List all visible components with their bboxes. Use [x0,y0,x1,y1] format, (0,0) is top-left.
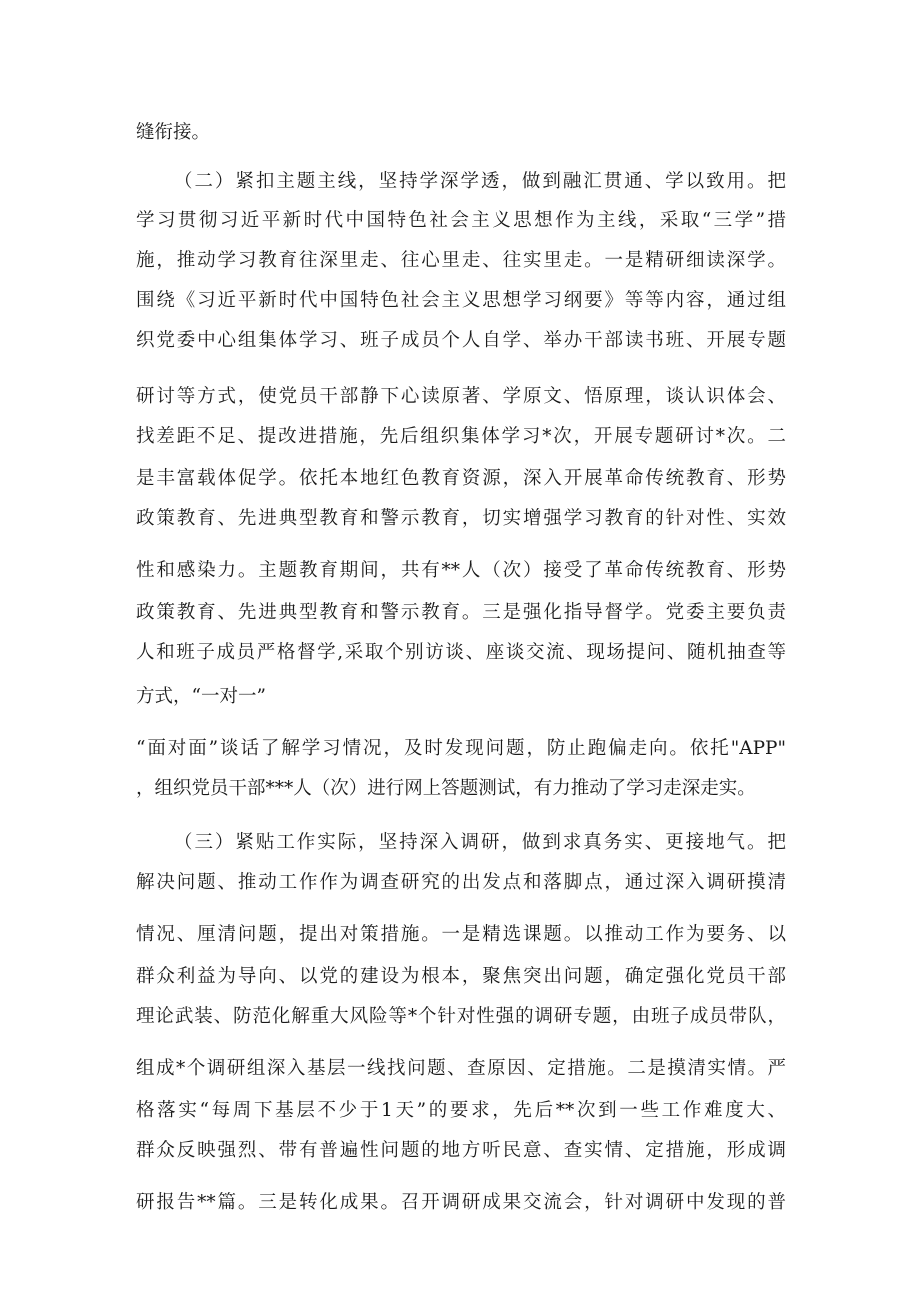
paragraph-line: 研报告**篇。三是转化成果。召开调研成果交流会，针对调研中发现的普 [136,1192,786,1213]
paragraph-line: （二）紧扣主题主线，坚持学深学透，做到融汇贯通、学以致用。把 [174,171,786,192]
paragraph-line: 是丰富载体促学。依托本地红色教育资源，深入开展革命传统教育、形势 [136,468,786,489]
paragraph-line: 学习贯彻习近平新时代中国特色社会主义思想作为主线，采取“三学”措 [136,210,786,231]
paragraph-line: 施，推动学习教育往深里走、往心里走、往实里走。一是精研细读深学。 [136,250,786,271]
paragraph-line: 政策教育、先进典型教育和警示教育，切实增强学习教育的针对性、实效 [136,508,786,529]
paragraph-line: 解决问题、推动工作作为调查研究的出发点和落脚点，通过深入调研摸清 [136,872,786,893]
paragraph-line: “面对面”谈话了解学习情况，及时发现问题，防止跑偏走向。依托"APP" [136,738,786,759]
paragraph-line: 情况、厘清问题，提出对策措施。一是精选课题。以推动工作为要务、以 [136,924,786,945]
paragraph-line: 研讨等方式，使党员干部静下心读原著、学原文、悟原理，谈认识体会、 [136,386,786,407]
paragraph-line: 找差距不足、提改进措施，先后组织集体学习*次，开展专题研讨*次。二 [136,426,786,447]
paragraph-line: 格落实“每周下基层不少于1天”的要求，先后**次到一些工作难度大、 [136,1100,786,1121]
paragraph-line: ，组织党员干部***人（次）进行网上答题测试，有力推动了学习走深走实。 [136,778,756,799]
paragraph-line: 围绕《习近平新时代中国特色社会主义思想学习纲要》等等内容，通过组 [136,290,786,311]
paragraph-line: 方式，“一对一” [136,686,266,707]
paragraph-line: 缝衔接。 [136,122,211,143]
paragraph-line: 织党委中心组集体学习、班子成员个人自学、举办干部读书班、开展专题 [136,330,786,351]
paragraph-line: 人和班子成员严格督学,采取个别访谈、座谈交流、现场提问、随机抽查等 [136,642,786,663]
paragraph-line: 性和感染力。主题教育期间，共有**人（次）接受了革命传统教育、形势 [136,560,786,581]
paragraph-line: （三）紧贴工作实际，坚持深入调研，做到求真务实、更接地气。把 [174,832,786,853]
paragraph-line: 理论武装、防范化解重大风险等*个针对性强的调研专题，由班子成员带队， [136,1006,786,1027]
paragraph-line: 群众利益为导向、以党的建设为根本，聚焦突出问题，确定强化党员干部 [136,966,786,987]
paragraph-line: 群众反映强烈、带有普遍性问题的地方听民意、查实情、定措施，形成调 [136,1140,786,1161]
paragraph-line: 政策教育、先进典型教育和警示教育。三是强化指导督学。党委主要负责 [136,602,786,623]
paragraph-line: 组成*个调研组深入基层一线找问题、查原因、定措施。二是摸清实情。严 [136,1058,786,1079]
